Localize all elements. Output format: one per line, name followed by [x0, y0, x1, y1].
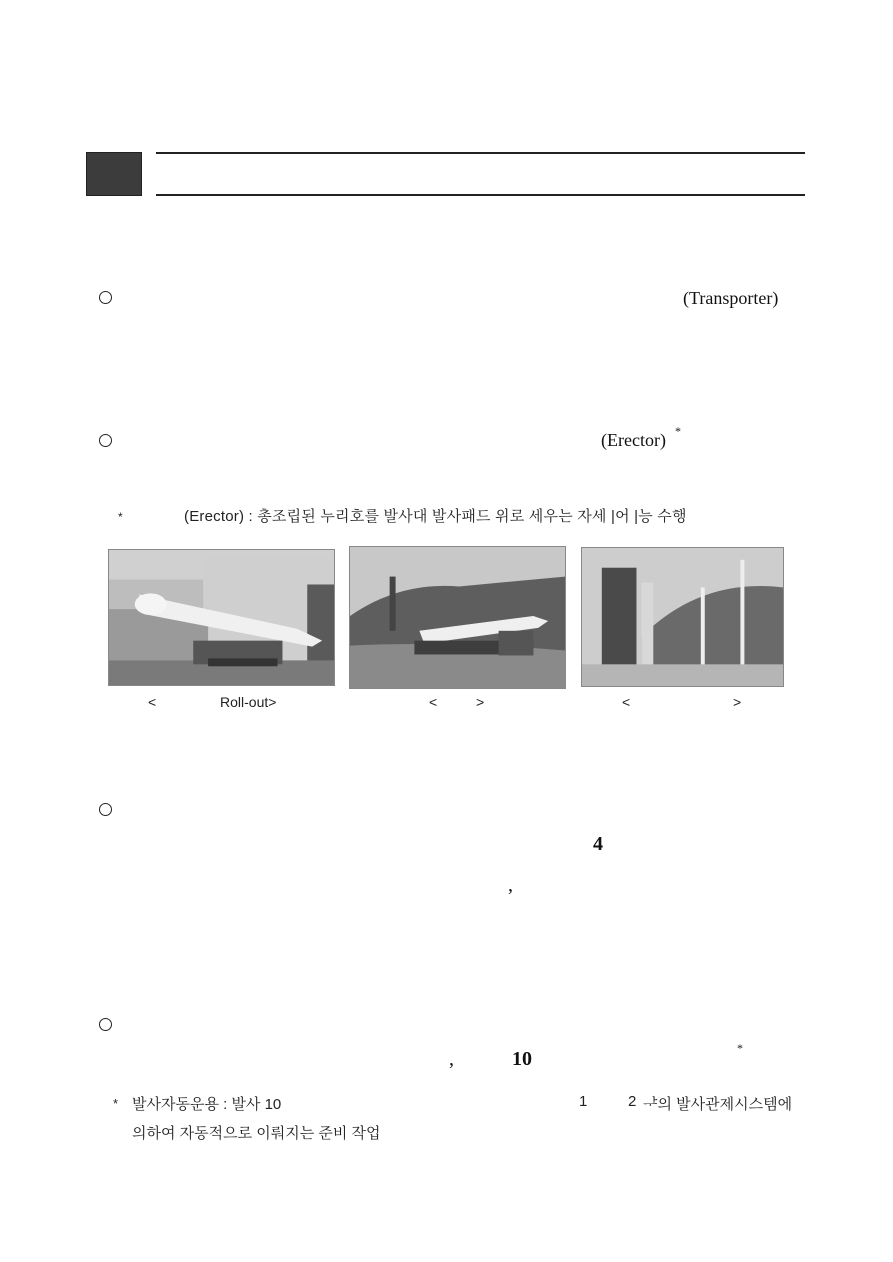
auto-op-footnote-prefix: 발사자동운용 : 발사 10 [132, 1096, 282, 1113]
rollout-image [109, 550, 334, 685]
caption-3-open: < [622, 694, 631, 710]
number-10: 10 [512, 1048, 532, 1070]
bullet-circle-icon [99, 1018, 112, 1031]
caption-1-open: < [148, 694, 157, 710]
footnote-number-1: 1 [579, 1093, 588, 1110]
comma: , [508, 874, 513, 896]
number-4: 4 [593, 833, 603, 855]
section-number-box [86, 152, 142, 196]
caption-2-open: < [429, 694, 438, 710]
erector-footnote: (Erector) : 총조립된 누리호를 발사대 발사패드 위로 세우는 자세 |어 |능 수행 [184, 508, 687, 525]
photo-erector [581, 547, 784, 687]
bullet-circle-icon [99, 803, 112, 816]
transport-image [350, 547, 565, 688]
footnote-star: * [113, 1096, 119, 1111]
footnote-mark: * [675, 424, 681, 438]
caption-1-label: Roll-out> [220, 694, 277, 710]
erector-term: (Erector) [601, 430, 666, 450]
transporter-term: (Transporter) [683, 288, 779, 308]
section-rule-top [156, 152, 805, 154]
bullet-circle-icon [99, 291, 112, 304]
photo-rollout [108, 549, 335, 686]
caption-3-close: > [733, 694, 742, 710]
auto-op-footnote-suffix: ᅷ의 발사관제시스템에 [643, 1096, 793, 1113]
footnote-star: * [118, 510, 123, 524]
photo-transport [349, 546, 566, 689]
auto-op-footnote-line2: 의하여 자동적으로 이뤄지는 준비 작업 [132, 1125, 381, 1142]
footnote-mark: * [737, 1041, 743, 1055]
section-rule-bottom [156, 194, 805, 196]
erector-image [582, 548, 783, 686]
comma: , [449, 1048, 454, 1070]
bullet-circle-icon [99, 434, 112, 447]
caption-2-close: > [476, 694, 485, 710]
footnote-number-2: 2 [628, 1093, 637, 1110]
